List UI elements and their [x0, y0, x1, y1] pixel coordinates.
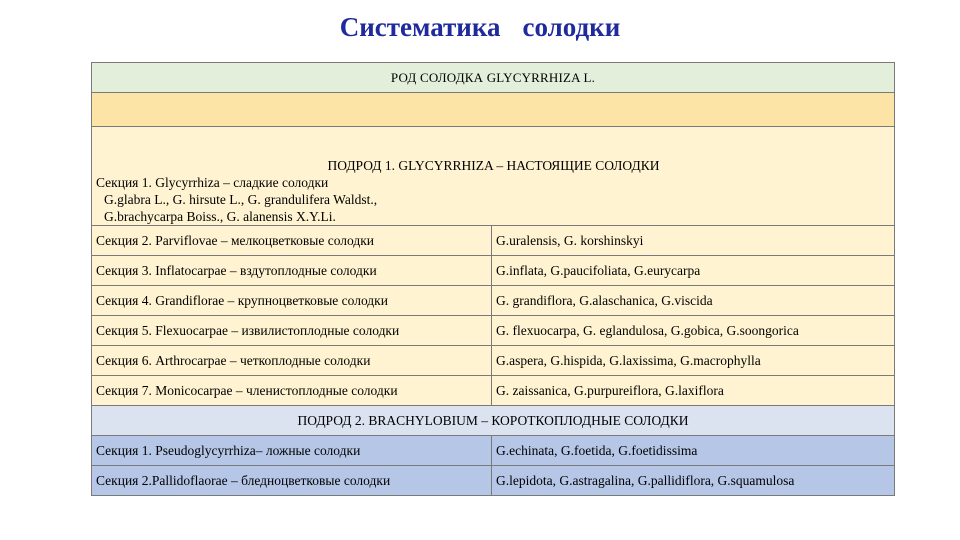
- subgenus-1-section-1-cell: [92, 127, 895, 226]
- section-name: Секция 3. Inflatocarpae – вздутоплодные солодки: [92, 256, 492, 286]
- section-species: G.echinata, G.foetida, G.foetidissima: [492, 436, 895, 466]
- section-species: G. zaissanica, G.purpureiflora, G.laxiflora: [492, 376, 895, 406]
- section-species: [96, 191, 499, 225]
- table-row: [92, 466, 895, 496]
- genus-row: [92, 63, 895, 93]
- table-row: [92, 256, 895, 286]
- genus-label: РОД СОЛОДКА GLYCYRRHIZA L.: [92, 63, 895, 93]
- subgenus-1-label: ПОДРОД 1. GLYCYRRHIZA – НАСТОЯЩИЕ СОЛОДКИ: [327, 158, 660, 173]
- section-species: G. flexuocarpa, G. eglandulosa, G.gobica, G.soongorica: [492, 316, 895, 346]
- title-word-1: Систематика: [339, 12, 501, 42]
- section-name: Секция 1. Pseudoglycyrrhiza– ложные солодки: [92, 436, 492, 466]
- page-title: [0, 12, 960, 43]
- section-name: Секция 7. Monicocarpae – членистоплодные солодки: [92, 376, 492, 406]
- section-name: Секция 2. Parviflovae – мелкоцветковые солодки: [92, 226, 492, 256]
- taxonomy-table: [91, 62, 895, 496]
- section-name: Секция 4. Grandiflorae – крупноцветковые солодки: [92, 286, 492, 316]
- table-row: [92, 127, 895, 226]
- subgenus-1-header-row: [92, 93, 895, 127]
- section-species: G.aspera, G.hispida, G.laxissima, G.macrophylla: [492, 346, 895, 376]
- table-row: [92, 226, 895, 256]
- section-species: G.inflata, G.paucifoliata, G.eurycarpa: [492, 256, 895, 286]
- species-line-2: G.brachycarpa Boiss., G. alanensis X.Y.Li.: [104, 209, 336, 224]
- section-species: G.uralensis, G. korshinskyi: [492, 226, 895, 256]
- subgenus-2-label: ПОДРОД 2. BRACHYLOBIUM – КОРОТКОПЛОДНЫЕ СОЛОДКИ: [92, 406, 895, 436]
- subgenus-2-header-row: [92, 406, 895, 436]
- table-row: [92, 286, 895, 316]
- section-name: Секция 1. Glycyrrhiza – сладкие солодки: [96, 175, 329, 190]
- section-species: G.lepidota, G.astragalina, G.pallidiflora, G.squamulosa: [492, 466, 895, 496]
- species-line-1: G.glabra L., G. hirsute L., G. grandulifera Waldst.,: [104, 192, 378, 207]
- title-word-2: солодки: [522, 12, 621, 42]
- subgenus-1-header-spacer: [92, 93, 895, 127]
- table-row: [92, 346, 895, 376]
- section-name: Секция 5. Flexuocarpae – извилистоплодные солодки: [92, 316, 492, 346]
- table-row: [92, 436, 895, 466]
- section-name: Секция 6. Arthrocarpae – четкоплодные солодки: [92, 346, 492, 376]
- table-row: [92, 316, 895, 346]
- section-species: G. grandiflora, G.alaschanica, G.viscida: [492, 286, 895, 316]
- section-name: Секция 2.Pallidoflaorae – бледноцветковые солодки: [92, 466, 492, 496]
- table-row: [92, 376, 895, 406]
